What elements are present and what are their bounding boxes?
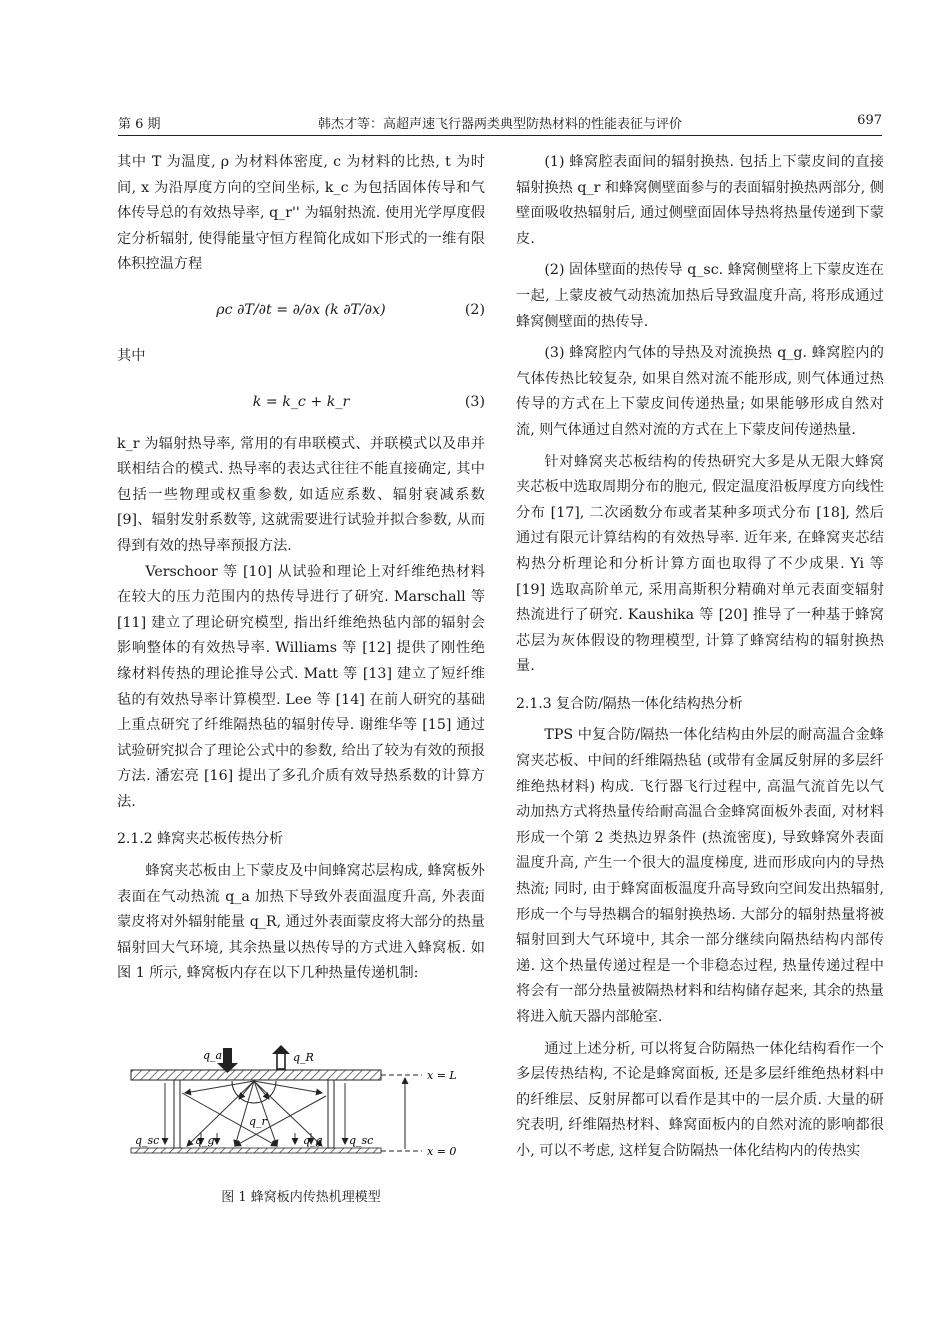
equation-2 — [117, 290, 485, 334]
paragraph: 蜂窝夹芯板由上下蒙皮及中间蜂窝芯层构成, 蜂窝板外表面在气动热流 q_a 加热下导致外表面温度升高, 外表面蒙皮将对外辐射能量 q_R, 通过外表面蒙皮将大部分的热量辐射回大气环境, 其余热量以热传导的方式进入蜂窝板. 如图 1 所示, 蜂窝板内存在以下几种热量传递机制: — [117, 863, 485, 982]
equation-2-body: ρc ∂T/∂t = ∂/∂x (k ∂T/∂x) — [216, 301, 386, 318]
right-column — [516, 150, 884, 1165]
equation-2-number: (2) — [464, 301, 485, 318]
section-heading-2-1-3: 2.1.3 复合防/隔热一体化结构热分析 — [516, 695, 743, 712]
qR-arrow-shaft — [277, 1053, 285, 1069]
left-side-wall — [174, 1080, 180, 1148]
label-qa: q_a — [203, 1049, 223, 1063]
label-x-eq-L: x = L — [427, 1069, 457, 1083]
running-header — [118, 113, 882, 136]
paragraph: k_r 为辐射热导率, 常用的有串联模式、并联模式以及串并联相结合的模式. 热导率的表达式往往不能直接确定, 其中包括一些物理或权重参数, 如适应系数、辐射衰减系数 [9]、辐射发射系数等, 这就需要进行试验并拟合参数, 从而得到有效的热导率预报方法. — [117, 435, 485, 554]
issue-number: 第 6 期 — [118, 117, 161, 132]
top-skin — [131, 1070, 381, 1080]
label-qg-right: q_g — [303, 1134, 323, 1148]
figure-1 — [117, 1001, 485, 1205]
paragraph: 通过上述分析, 可以将复合防隔热一体化结构看作一个多层传热结构, 不论是蜂窝面板, 还是多层纤维绝热材料中的纤维层、反射屏都可以看作是其中的一层介质. 大量的研究表明, 纤维隔热材料、蜂窝面板内的自然对流的影响都很小, 可以不考虑, 这样复合防隔热一体化结构内的传热实 — [516, 1040, 884, 1159]
honeycomb-heat-transfer-diagram — [117, 1001, 485, 1171]
section-heading-2-1-2: 2.1.2 蜂窝夹芯板传热分析 — [117, 831, 284, 848]
paragraph: 针对蜂窝夹芯板结构的传热研究大多是从无限大蜂窝夹芯板中选取周期分布的胞元, 假定温度沿板厚度方向线性分布 [17], 二次函数分布或者某种多项式分布 [18], 然后通过有限元计算结构的有效热导率. 近年来, 在蜂窝夹芯结构热分析理论和分析计算方面也取得了不少成果. Yi 等 [19] 选取高阶单元, 采用高斯积分精确对单元表面变辐射热流进行了研究. Kaushika 等 [20] 推导了一种基于蜂窝芯层为灰体假设的物理模型, 计算了蜂窝结构的辐射换热量. — [516, 453, 884, 675]
paragraph: TPS 中复合防/隔热一体化结构由外层的耐高温合金蜂窝夹芯板、中间的纤维隔热毡 (或带有金属反射屏的多层纤维绝热材料) 构成. 飞行器飞行过程中, 高温气流首先以气动加热方式将热量传给耐高温合金蜂窝面板外表面, 对材料形成一个第 2 类热边界条件 (热流密度), 导致蜂窝外表面温度升高, 产生一个很大的温度梯度, 进而形成向内的导热热流; 同时, 由于蜂窝面板温度升高导致向空间发出热辐射, 形成一个与导热耦合的辐射换热场. 大部分的辐射热量将被辐射回到大气环境中, 其余一部分继续向隔热结构内部传递. 这个热量传递过程是一个非稳态过程, 热量传递过程中将会有一部分热量被隔热材料和结构储存起来, 其余的热量将进入航天器内部舱室. — [516, 727, 884, 1025]
equation-3 — [117, 382, 485, 422]
right-side-wall — [328, 1080, 334, 1148]
page-number: 697 — [857, 113, 882, 128]
label-qsc-left: q_sc — [135, 1134, 160, 1148]
label-qr: q_r — [249, 1115, 267, 1129]
qa-arrow-shaft — [223, 1048, 232, 1064]
figure-1-caption: 图 1 蜂窝板内传热机理模型 — [221, 1189, 381, 1205]
qR-arrow-head — [272, 1045, 290, 1054]
label-qg-left: q_g — [195, 1134, 215, 1148]
label-qR: q_R — [293, 1051, 314, 1065]
equation-3-number: (3) — [464, 393, 485, 410]
label-x-eq-0: x = 0 — [427, 1145, 457, 1159]
paragraph: 其中 T 为温度, ρ 为材料体密度, c 为材料的比热, t 为时间, x 为沿厚度方向的空间坐标, k_c 为包括固体传导和气体传导总的有效热导率, q_r'' 为辐射热流. 使用光学厚度假定分析辐射, 使得能量守恒方程简化成如下形式的一维有限体积控温方程 — [117, 154, 485, 273]
emission-semicircle — [232, 1081, 276, 1103]
paragraph: (2) 固体壁面的热传导 q_sc. 蜂窝侧壁将上下蒙皮连在一起, 上蒙皮被气动热流加热后导致温度升高, 将形成通过蜂窝侧壁面的热传导. — [516, 262, 884, 330]
equation-3-body: k = k_c + k_r — [252, 393, 350, 410]
left-column — [117, 150, 485, 1205]
paragraph: Verschoor 等 [10] 从试验和理论上对纤维绝热材料在较大的压力范围内的热传导进行了研究. Marschall 等 [11] 建立了理论研究模型, 指出纤维绝热毡内部的辐射会影响整体的有效热导率. Williams 等 [12] 提供了刚性绝缘材料传热的理论推导公式. Matt 等 [13] 建立了短纤维毡的有效热导率计算模型. Lee 等 [14] 在前人研究的基础上重点研究了纤维隔热毡的辐射传导. 谢维华等 [15] 通过试验研究拟合了理论公式中的参数, 给出了较为有效的预报方法. 潘宏亮 [16] 提出了多孔介质有效导热系数的计算方法. — [117, 563, 485, 810]
paragraph: 其中 — [117, 347, 146, 364]
bottom-skin — [131, 1148, 381, 1153]
label-qsc-right: q_sc — [349, 1134, 374, 1148]
running-title: 韩杰才等：高超声速飞行器两类典型防热材料的性能表征与评价 — [317, 117, 682, 132]
paragraph: (1) 蜂窝腔表面间的辐射换热. 包括上下蒙皮间的直接辐射换热 q_r 和蜂窝侧壁面参与的表面辐射换热两部分, 侧壁面吸收热辐射后, 通过侧壁面固体导热将热量传递到下蒙皮. — [516, 154, 884, 247]
paragraph: (3) 蜂窝腔内气体的导热及对流换热 q_g. 蜂窝腔内的气体传热比较复杂, 如果自然对流不能形成, 则气体通过热传导的方式在上下蒙皮间传递热量; 如果能够形成自然对流, 则气体通过自然对流的方式在上下蒙皮间传递热量. — [516, 345, 884, 438]
